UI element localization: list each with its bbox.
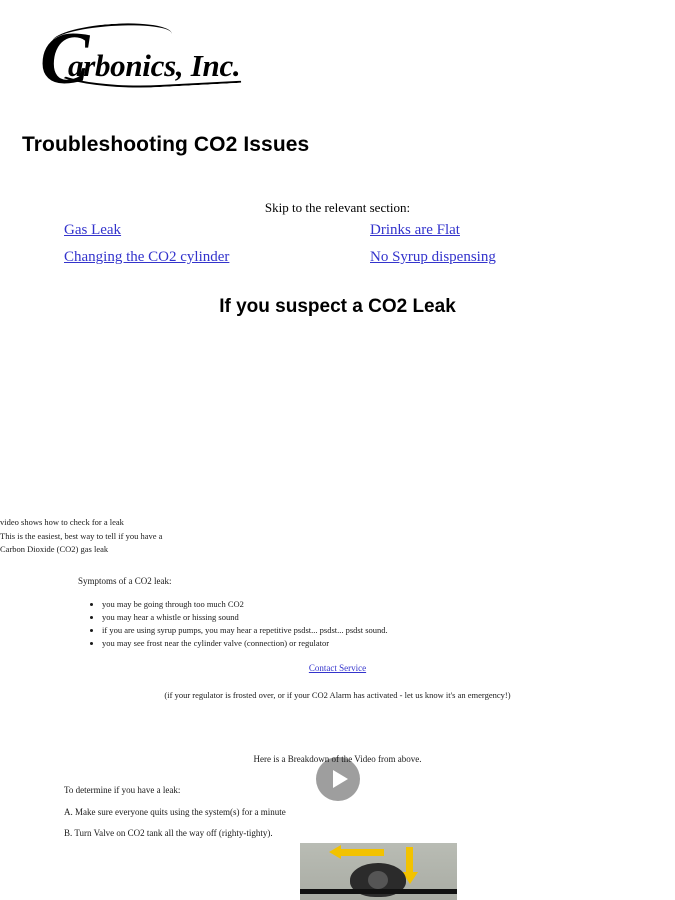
video-caption-line-1: video shows how to check for a leak bbox=[0, 517, 124, 527]
video-player[interactable] bbox=[0, 345, 675, 520]
list-item: • you may hear a whistle or hissing sound bbox=[102, 611, 388, 624]
link-gas-leak[interactable]: Gas Leak bbox=[64, 222, 122, 238]
breakdown-title: Here is a Breakdown of the Video from above. bbox=[253, 754, 422, 764]
link-no-syrup-dispensing[interactable]: No Syrup dispensing bbox=[370, 249, 496, 265]
link-drinks-are-flat[interactable]: Drinks are Flat bbox=[370, 222, 460, 238]
video-caption bbox=[0, 516, 162, 557]
section-heading: If you suspect a CO2 Leak bbox=[219, 296, 456, 317]
logo-wordmark: arbonics, Inc. bbox=[68, 48, 241, 83]
video-caption-line-2: This is the easiest, best way to tell if you have a bbox=[0, 530, 163, 541]
contact-service-link[interactable]: Contact Service bbox=[308, 663, 367, 673]
section-links-row-2 bbox=[0, 249, 675, 276]
symptoms-label: Symptoms of a CO2 leak: bbox=[78, 576, 172, 586]
emergency-note: (if your regulator is frosted over, or if your CO2 Alarm has activated - let us know it's an emergency!) bbox=[164, 690, 511, 700]
symptoms-list bbox=[84, 598, 388, 650]
company-logo bbox=[22, 14, 282, 100]
video-caption-line-3: Carbon Dioxide (CO2) gas leak bbox=[0, 544, 109, 554]
valve-bar bbox=[300, 889, 457, 894]
section-links-row-1 bbox=[0, 222, 675, 249]
co2-valve-image bbox=[300, 843, 457, 900]
list-item: • if you are using syrup pumps, you may hear a repetitive psdst... psdst... psdst sound. bbox=[102, 624, 388, 637]
breakdown-step-b: B. Turn Valve on CO2 tank all the way off (righty-tighty). bbox=[64, 828, 273, 838]
breakdown-intro: To determine if you have a leak: bbox=[64, 785, 181, 795]
skip-to-label: Skip to the relevant section: bbox=[264, 200, 411, 215]
section-links bbox=[0, 222, 675, 276]
arrow-left-icon bbox=[340, 849, 384, 856]
logo-initial: C bbox=[40, 18, 90, 100]
breakdown-step-a: A. Make sure everyone quits using the system(s) for a minute bbox=[64, 807, 286, 817]
play-triangle-icon bbox=[333, 770, 348, 788]
list-item: • you may be going through too much CO2 bbox=[102, 598, 388, 611]
arrow-down-icon bbox=[406, 847, 413, 873]
page-title: Troubleshooting CO2 Issues bbox=[22, 133, 310, 156]
link-changing-co2-cylinder[interactable]: Changing the CO2 cylinder bbox=[64, 249, 230, 265]
list-item: • you may see frost near the cylinder valve (connection) or regulator bbox=[102, 637, 388, 650]
